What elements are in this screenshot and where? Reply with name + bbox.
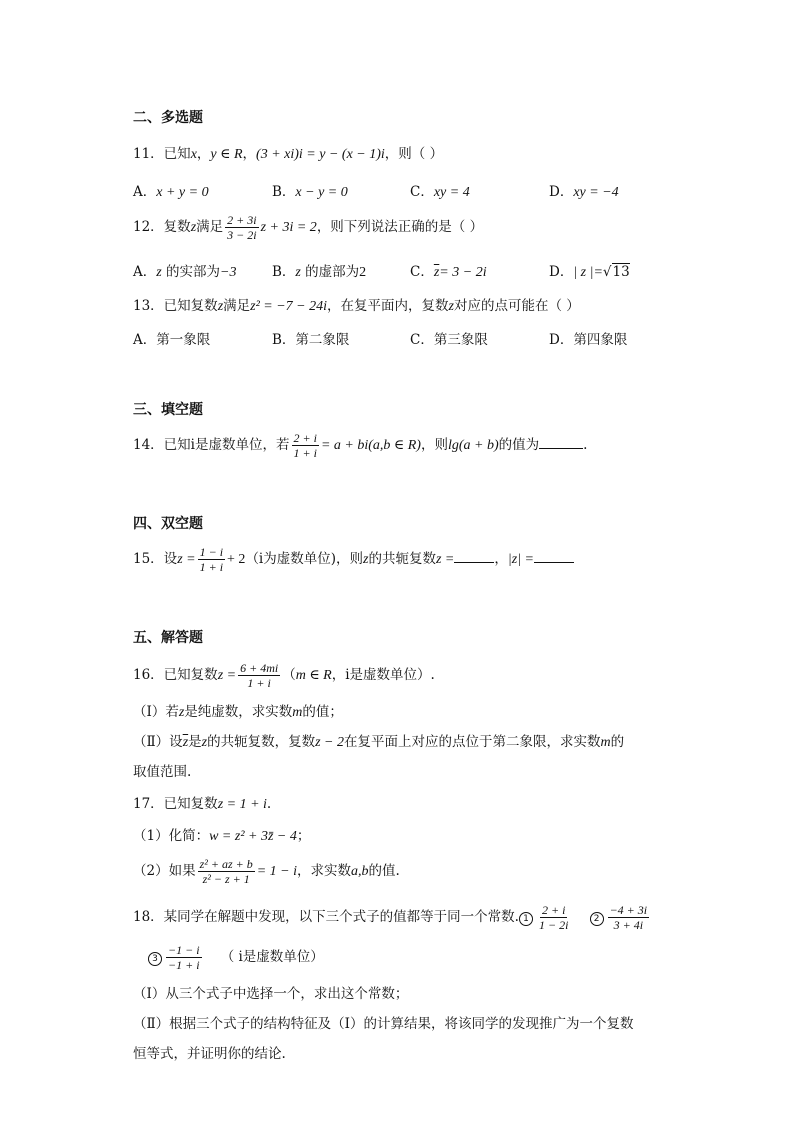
q11-option-a: A．x + y = 0 (133, 184, 209, 200)
question-15: 15．设z = $\frac{1 - i}{1 + i}$ + 2（i为虚数单位)，则z的共轭复数z = ，|z| = (133, 544, 574, 575)
question-18: 18．某同学在解题中发现，以下三个式子的值都等于同一个常数. 1 $\frac{2 + i}{1 - 2i}$ 2 $\frac{-4 + 3i}{3 + 4i}$ (133, 903, 648, 932)
q14-answer-blank (539, 434, 583, 449)
question-16-part-1: （Ⅰ）若z是纯虚数，求实数m的值； (133, 704, 343, 720)
section-heading-multiple-choice: 二、多选题 (133, 110, 203, 126)
q12-fraction: $\frac{2 + 3i}{3 - 2i}$ (227, 213, 257, 242)
q18-fraction-3: $\frac{-1 - i}{-1 + i}$ (168, 943, 200, 972)
q12-option-d: D．| z |=√13 (549, 264, 630, 280)
q12-option-c: C．$\overline{z}= 3 - 2i$ (410, 264, 487, 280)
section-heading-double-blank: 四、双空题 (133, 516, 203, 532)
q11-option-d: D．xy = −4 (549, 184, 619, 200)
q11-option-c: C．xy = 4 (410, 184, 470, 200)
q15-conjugate-blank (454, 548, 494, 563)
q16-fraction: $\frac{6 + 4mi}{1 + i}$ (240, 661, 279, 690)
q12-option-b: B．z 的虚部为2 (272, 264, 367, 280)
question-18-line-2: 3 $\frac{-1 - i}{-1 + i}$ （ i是虚数单位） (148, 942, 324, 972)
q12-option-a: A．z 的实部为−3 (133, 264, 237, 280)
question-12: 12．复数z满足 $\frac{2 + 3i}{3 - 2i}$ z + 3i = 2，则下列说法正确的是（ ） (133, 213, 484, 242)
question-16-part-2: （Ⅱ）设$\overline{z}$是z的共轭复数，复数z − 2在复平面上对应的点位于第二象限，求实数m的 (133, 734, 625, 750)
question-16: 16．已知复数z = $\frac{6 + 4mi}{1 + i}$ （m ∈ R，i是虚数单位）. (133, 661, 435, 690)
q15-fraction: $\frac{1 - i}{1 + i}$ (199, 545, 224, 574)
question-14: 14．已知i是虚数单位，若 $\frac{2 + i}{1 + i}$ = a + bi(a,b ∈ R)，则lg(a + b)的值为 . (133, 431, 588, 460)
q18-fraction-1: $\frac{2 + i}{1 - 2i}$ (538, 903, 569, 932)
question-18-part-2-continued: 恒等式，并证明你的结论. (133, 1046, 286, 1062)
question-17-part-2: （2）如果 $\frac{\text{z² + az + b}}{\text{z² − z + 1}}$ = 1 − i，求实数a,b的值. (133, 857, 400, 886)
q18-fraction-2: $\frac{-4 + 3i}{3 + 4i}$ (609, 903, 648, 932)
q13-option-c: C．第三象限 (410, 332, 488, 348)
question-18-part-1: （Ⅰ）从三个式子中选择一个，求出这个常数； (133, 986, 409, 1002)
q15-modulus-blank (534, 548, 574, 563)
question-17: 17．已知复数z = 1 + i. (133, 796, 272, 812)
section-heading-fill-in: 三、填空题 (133, 402, 203, 418)
q11-option-b: B．x − y = 0 (272, 184, 348, 200)
q13-option-a: A．第一象限 (133, 332, 211, 348)
question-16-part-2-continued: 取值范围. (133, 764, 192, 780)
q13-option-b: B．第二象限 (272, 332, 350, 348)
q17-fraction: $\frac{\text{z² + az + b}}{\text{z² − z + 1}}$ (199, 857, 253, 886)
question-18-part-2: （Ⅱ）根据三个式子的结构特征及（Ⅰ）的计算结果，将该同学的发现推广为一个复数 (133, 1016, 634, 1032)
q14-fraction: $\frac{2 + i}{1 + i}$ (293, 431, 317, 460)
question-11: 11．已知x，y ∈ R，(3 + xi)i = y − (x − 1)i，则（ ） (133, 146, 444, 162)
question-13: 13．已知复数z满足z² = −7 − 24i，在复平面内，复数z对应的点可能在（ ） (133, 298, 580, 314)
question-17-part-1: （1）化简：w = z² + 3z̄ − 4； (133, 828, 311, 844)
q13-option-d: D．第四象限 (549, 332, 628, 348)
section-heading-solution: 五、解答题 (133, 630, 203, 646)
